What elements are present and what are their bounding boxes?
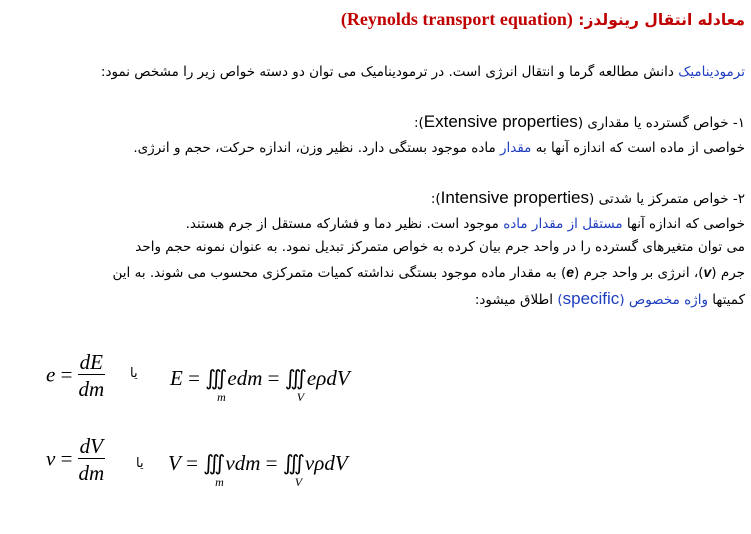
specific-line-1: می توان متغیرهای گسترده را در واحد جرم بیان کرده به خواص متمرکز تبدیل نمود. به عنوان نمونه حجم واحد — [135, 239, 745, 255]
intro-paragraph — [6, 60, 745, 84]
term-thermodynamics: ترمودینامیک — [678, 64, 745, 80]
equation-e-integral: E = ∭ m edm = ∭ V eρdV — [170, 366, 350, 404]
eq1-or-label: یا — [130, 366, 138, 381]
symbol-v: v — [703, 264, 712, 280]
eq2-rhs-lhs: V — [168, 451, 181, 475]
extensive-definition — [6, 136, 745, 160]
specific-line-3 — [6, 286, 745, 313]
line2-a: جرم ( — [711, 265, 745, 281]
intensive-heading — [6, 186, 745, 211]
extensive-text-a: خواصی از ماده است که اندازه آنها به — [531, 140, 745, 156]
eq1-lhs: e — [46, 362, 56, 387]
intensive-text-b: موجود است. نظیر دما و فشارکه مستقل از جرم هستند. — [185, 216, 504, 232]
eq1-numerator: dE — [79, 350, 103, 374]
eq1-triple-integral-m: ∭ m — [205, 366, 228, 404]
extensive-highlight: مقدار — [500, 140, 532, 156]
line2-c: ) به مقدار ماده موجود بستگی نداشته کمیات متمرکزی محسوب می شوند. به این — [112, 265, 567, 281]
extensive-heading — [6, 110, 745, 135]
specific-term: specific — [562, 289, 620, 308]
eq2-numerator: dV — [79, 434, 103, 458]
eq1-triple-integral-v: ∭ V — [284, 366, 307, 404]
extensive-heading-close: ): — [413, 115, 424, 131]
eq1-fraction — [78, 350, 105, 403]
page-title — [6, 9, 745, 30]
eq1-integrand-1: edm — [227, 366, 263, 390]
equation-v-integral: V = ∭ m vdm = ∭ V vρdV — [168, 451, 348, 489]
eq1-integrand-2: eρdV — [306, 366, 350, 390]
line3-a: کمیتها — [707, 292, 745, 308]
title-en: (Reynolds transport equation) — [340, 9, 573, 29]
intensive-highlight: مستقل از مقدار ماده — [503, 216, 623, 232]
intensive-heading-fa: ۲- خواص متمرکز یا شدتی ( — [589, 191, 745, 207]
eq2-or-label: یا — [136, 456, 144, 471]
eq2-denominator: dm — [78, 461, 105, 485]
intensive-heading-en: Intensive properties — [440, 188, 590, 207]
intensive-text-a: خواصی که اندازه آنها — [622, 216, 745, 232]
eq2-integrand-2: vρdV — [304, 451, 348, 475]
specific-line-2 — [6, 260, 745, 286]
line3-highlight: واژه مخصوص ( — [619, 292, 708, 308]
extensive-heading-en: Extensive properties — [423, 112, 578, 131]
eq2-integrand-1: vdm — [225, 451, 261, 475]
intensive-heading-close: ): — [430, 191, 441, 207]
line3-close: ) — [557, 292, 563, 308]
eq2-triple-integral-m: ∭ m — [203, 451, 226, 489]
eq1-rhs-lhs: E — [170, 366, 183, 390]
title-fa: معادله انتقال رینولدز: — [578, 11, 745, 29]
equation-e-definition: e = $\frac{dE}{dm}$ — [46, 350, 105, 401]
eq2-lhs: v — [46, 446, 56, 471]
symbol-e: e — [566, 264, 575, 280]
equation-v-definition: v = $\frac{dV}{dm}$ — [46, 434, 105, 485]
eq2-fraction — [78, 434, 105, 487]
eq2-triple-integral-v: ∭ V — [282, 451, 305, 489]
eq2-sub-v: V — [294, 475, 303, 489]
line3-b: اطلاق میشود: — [474, 292, 558, 308]
eq2-sub-m: m — [215, 475, 224, 489]
intensive-definition — [6, 212, 745, 236]
specific-paragraph — [6, 235, 745, 313]
line2-b: )، انرژی بر واحد جرم ( — [574, 265, 704, 281]
eq1-sub-v: V — [296, 390, 305, 404]
extensive-text-b: ماده موجود بستگی دارد. نظیر وزن، اندازه حرکت، حجم و انرژی. — [133, 140, 500, 156]
intro-text: دانش مطالعه گرما و انتقال انرژی است. در ترمودینامیک می توان دو دسته خواص زیر را مشخص نمود: — [100, 64, 679, 80]
eq1-sub-m: m — [217, 390, 226, 404]
eq1-denominator: dm — [78, 377, 105, 401]
extensive-heading-fa: ۱- خواص گسترده یا مقداری ( — [577, 115, 745, 131]
